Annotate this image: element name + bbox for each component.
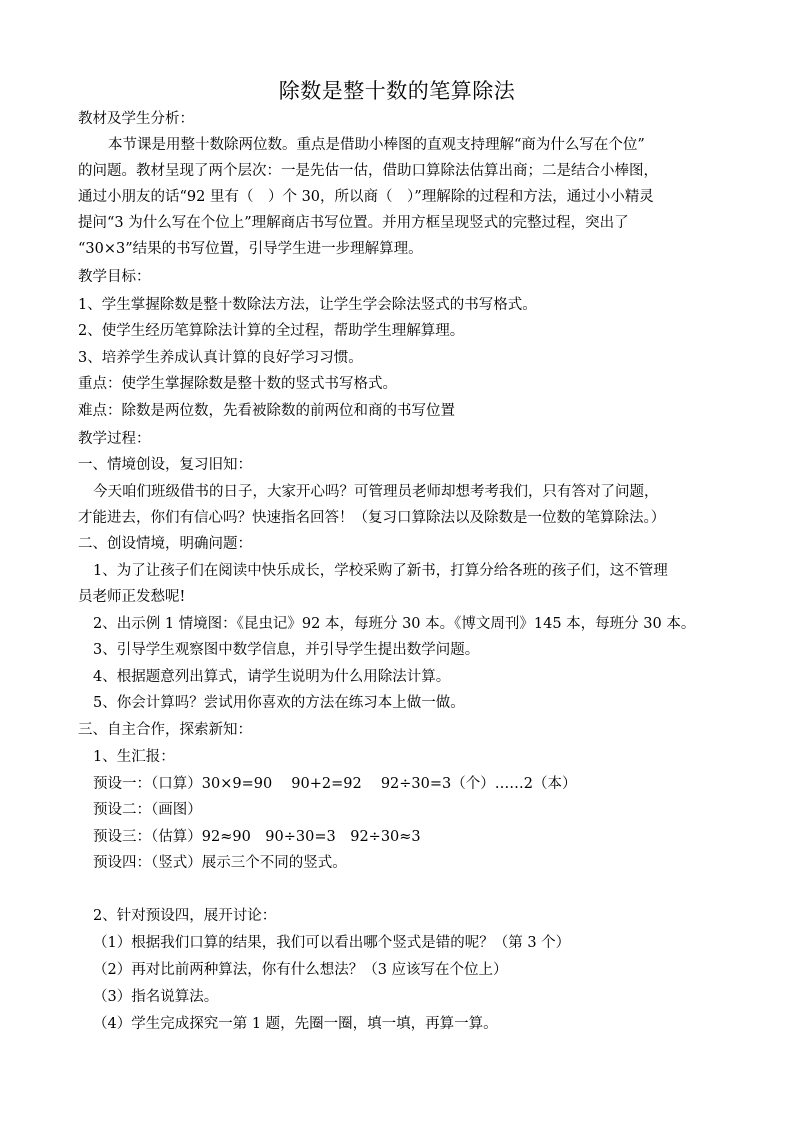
page-title: 除数是整十数的笔算除法: [278, 79, 516, 103]
discussion-item: （2）再对比前两种算法，你有什么想法？（3 应该写在个位上）: [93, 962, 508, 978]
part1-heading: 一、情境创设，复习旧知：: [78, 457, 252, 473]
analysis-line: 的问题。教材呈现了两个层次：一是先估一估，借助口算除法估算出商；二是结合小棒图，: [78, 163, 658, 179]
key-point: 重点：使学生掌握除数是整十数的竖式书写格式。: [78, 376, 397, 392]
part2-line: 2、出示例 1 情境图：《昆虫记》92 本，每班分 30 本。《博文周刊》145 本，每班分 30 本。: [93, 616, 696, 632]
preset-item: 预设三：（估算）92≈90 90÷30=3 92÷30≈3: [93, 829, 421, 845]
discussion-item: （3）指名说算法。: [93, 989, 219, 1005]
preset-item: 预设一：（口算）30×9=90 90+2=92 92÷30=3（个）……2（本）: [93, 776, 577, 792]
objectives-heading: 教学目标：: [78, 269, 151, 285]
part3-sub1: 1、生汇报：: [93, 749, 175, 765]
part1-line: 才能进去，你们有信心吗？快速指名回答！（复习口算除法以及除数是一位数的笔算除法。）: [78, 510, 666, 526]
part3-sub2: 2、针对预设四，展开讨论：: [93, 908, 277, 924]
discussion-item: （4）学生完成探究一第 1 题，先圈一圈，填一填，再算一算。: [93, 1016, 498, 1032]
preset-item: 预设二：（画图）: [93, 802, 202, 818]
process-heading: 教学过程：: [78, 431, 151, 447]
analysis-heading: 教材及学生分析：: [78, 111, 194, 127]
discussion-item: （1）根据我们口算的结果，我们可以看出哪个竖式是错的呢？（第 3 个）: [93, 935, 571, 951]
analysis-line: 本节课是用整十数除两位数。重点是借助小棒图的直观支持理解“商为什么写在个位”: [108, 137, 645, 153]
part2-heading: 二、创设情境，明确问题：: [78, 536, 252, 552]
part2-line: 1、为了让孩子们在阅读中快乐成长，学校采购了新书，打算分给各班的孩子们，这不管理: [93, 563, 668, 579]
part2-line: 4、根据题意列出算式，请学生说明为什么用除法计算。: [93, 669, 451, 685]
part3-heading: 三、自主合作，探索新知：: [78, 722, 252, 738]
objective-item: 2、使学生经历笔算除法计算的全过程，帮助学生理解算理。: [78, 323, 465, 339]
difficulty: 难点：除数是两位数，先看被除数的前两位和商的书写位置: [78, 403, 455, 419]
part1-line: 今天咱们班级借书的日子，大家开心吗？可管理员老师却想考考我们，只有答对了问题，: [93, 484, 659, 500]
objective-item: 1、学生掌握除数是整十数除法方法，让学生学会除法竖式的书写格式。: [78, 297, 537, 313]
part2-line: 员老师正发愁呢!: [78, 589, 186, 605]
objective-item: 3、培养学生养成认真计算的良好学习习惯。: [78, 350, 363, 366]
part2-line: 3、引导学生观察图中数学信息，并引导学生提出数学问题。: [93, 642, 480, 658]
analysis-line: 通过小朋友的话“92 里有（ ）个 30，所以商（ ）”理解除的过程和方法，通过小小精灵: [78, 189, 654, 205]
analysis-line: “30×3”结果的书写位置，引导学生进一步理解算理。: [78, 241, 423, 257]
part2-line: 5、你会计算吗？尝试用你喜欢的方法在练习本上做一做。: [93, 695, 465, 711]
analysis-line: 提问“3 为什么写在个位上”理解商店书写位置。并用方框呈现竖式的完整过程，突出了: [78, 215, 629, 231]
preset-item: 预设四：（竖式）展示三个不同的竖式。: [93, 855, 347, 871]
